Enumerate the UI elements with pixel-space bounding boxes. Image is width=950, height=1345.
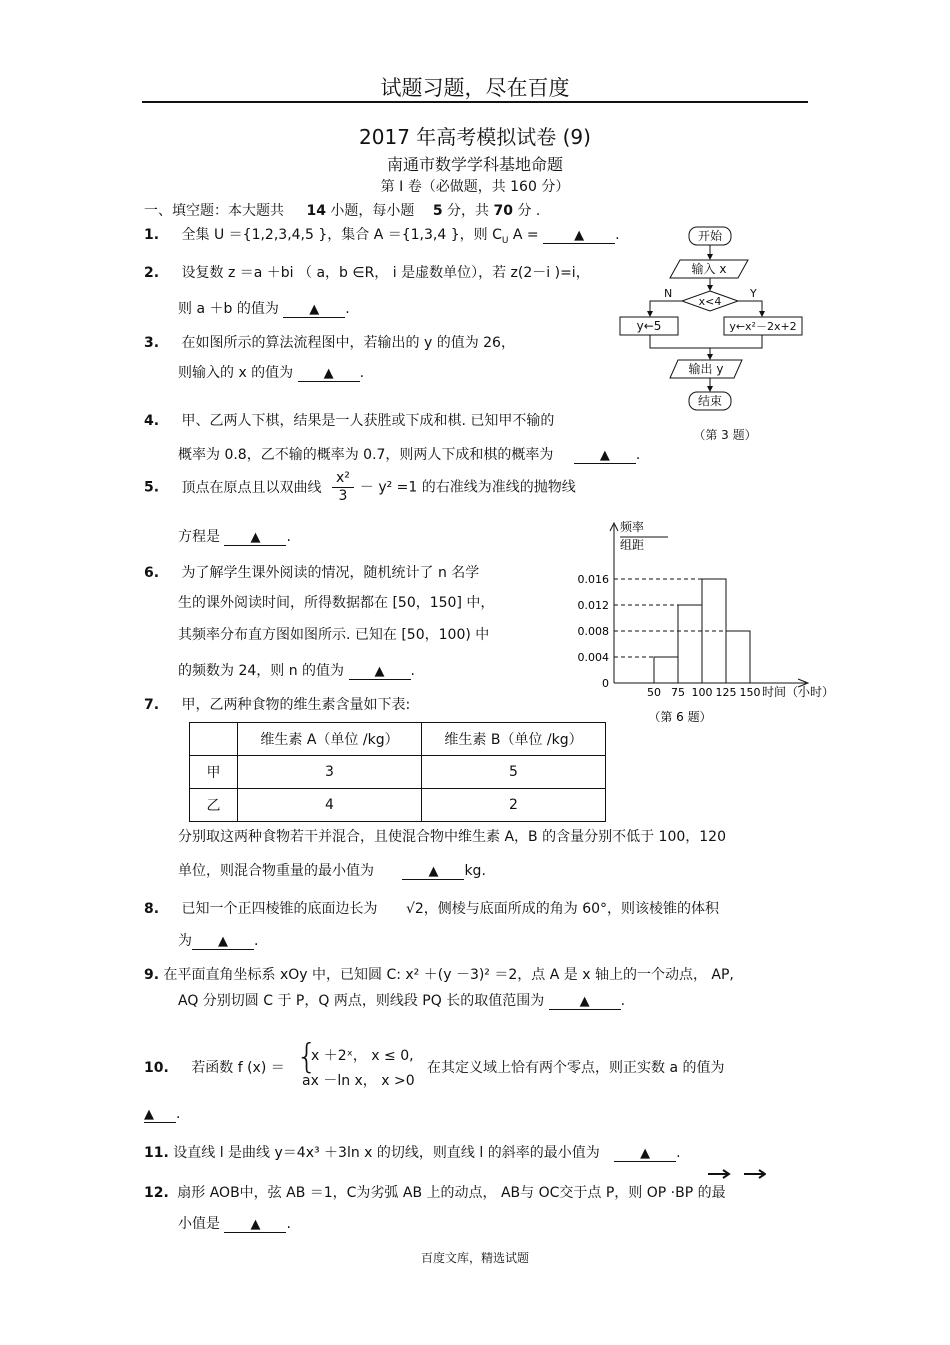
flow-yes-label: Y bbox=[750, 287, 757, 300]
table-header-cell: 维生素 B（单位 /kg） bbox=[422, 723, 606, 756]
piecewise-case-1: x ＋2ˣ， x ≤ 0, bbox=[311, 1048, 414, 1064]
table-header-cell: 维生素 A（单位 /kg） bbox=[238, 723, 422, 756]
question-6-line4: 的频数为 24，则 n 的值为 ▲ . bbox=[178, 663, 415, 679]
question-7-cont2: 单位，则混合物重量的最小值为 ▲ kg. bbox=[178, 863, 486, 879]
answer-blank: ▲ bbox=[192, 935, 254, 950]
histogram-bar bbox=[654, 657, 678, 683]
question-6-line2: 生的课外阅读时间，所得数据都在 [50，150] 中， bbox=[178, 595, 495, 611]
histogram-bar bbox=[726, 631, 750, 683]
question-9: 9. 在平面直角坐标系 xOy 中，已知圆 C: x² ＋(y －3)² ＝2，点 A 是 x 轴上的一个动点， AP, bbox=[144, 967, 734, 983]
paper-part: 第 Ⅰ 卷（必做题，共 160 分） bbox=[380, 179, 570, 195]
x-tick-label: 50 bbox=[647, 686, 661, 699]
flow-start-label: 开始 bbox=[697, 229, 723, 243]
section-heading: 一、填空题：本大题共 14 小题，每小题 5 分，共 70 分 . bbox=[144, 203, 541, 219]
table-cell: 5 bbox=[422, 756, 606, 789]
question-8: 8. 已知一个正四棱锥的底面边长为 √2，侧棱与底面所成的角为 60°，则该棱锥的体积 bbox=[144, 901, 720, 917]
flow-cond-label: x<4 bbox=[698, 295, 722, 308]
paper-title: 2017 年高考模拟试卷 (9) bbox=[359, 125, 591, 149]
question-2-cont: 则 a ＋b 的值为 ▲ . bbox=[178, 301, 350, 317]
flow-caption: （第 3 题） bbox=[693, 428, 757, 442]
answer-blank: ▲ bbox=[283, 303, 345, 318]
histogram-chart bbox=[570, 515, 845, 730]
question-6: 6. 为了解学生课外阅读的情况，随机统计了 n 名学 bbox=[144, 565, 480, 581]
piecewise-brace: { bbox=[296, 1037, 318, 1077]
page-footer: 百度文库，精选试题 bbox=[420, 1251, 529, 1265]
answer-blank: ▲ bbox=[144, 1108, 176, 1123]
flow-input-label: 输入 x bbox=[691, 262, 727, 276]
answer-blank: ▲ bbox=[224, 531, 286, 546]
answer-blank: ▲ bbox=[224, 1218, 286, 1233]
question-1: 1. 全集 U ＝{1,2,3,4,5 }，集合 A ＝{1,3,4 }，则 $C_U$ A = ▲ . bbox=[144, 227, 620, 246]
table-header-cell bbox=[190, 723, 238, 756]
hyperbola-fraction: $\frac{\text{x²}}{3}$ bbox=[332, 470, 354, 505]
question-4: 4. 甲、乙两人下棋，结果是一人获胜或下成和棋. 已知甲不输的 bbox=[144, 413, 555, 429]
answer-blank: ▲ bbox=[543, 229, 615, 244]
question-10: 10. 若函数 f (x) ＝ bbox=[144, 1060, 285, 1076]
table-cell: 2 bbox=[422, 789, 606, 822]
table-cell: 乙 bbox=[190, 789, 238, 822]
chart-caption: （第 6 题） bbox=[648, 710, 712, 724]
flow-end-label: 结束 bbox=[697, 394, 723, 408]
chart-ylabel-top: 频率 bbox=[620, 520, 645, 534]
flowchart bbox=[610, 222, 810, 448]
x-tick-label: 125 bbox=[715, 686, 737, 699]
flow-right-label: y←x²－2x+2 bbox=[729, 320, 797, 333]
answer-blank: ▲ bbox=[298, 367, 360, 382]
question-8-cont: 为 ▲ . bbox=[178, 933, 259, 949]
flow-no-label: N bbox=[664, 287, 673, 300]
chart-xlabel: 时间（小时） bbox=[762, 685, 835, 699]
piecewise-case-2: ax －ln x， x >0 bbox=[302, 1073, 415, 1089]
question-12: 12. 扇形 AOB中，弦 AB ＝1，C为劣弧 AB 上的动点， AB与 OC交于点 P，则 OP ·BP 的最 bbox=[144, 1185, 726, 1201]
question-5-cont: 方程是 ▲ . bbox=[178, 529, 291, 545]
question-4-cont: 概率为 0.8，乙不输的概率为 0.7，则两人下成和棋的概率为 ▲ . bbox=[178, 447, 641, 463]
vector-arrows bbox=[706, 1168, 766, 1180]
header-rule bbox=[142, 101, 808, 103]
table-row bbox=[190, 789, 606, 822]
y-tick-label: 0.008 bbox=[577, 625, 609, 638]
answer-blank: ▲ bbox=[549, 995, 621, 1010]
question-5: 5. 顶点在原点且以双曲线 $\frac{\text{x²}}{3}$ － y² =1 的右准线为准线的抛物线 bbox=[144, 470, 576, 504]
question-9-cont: AQ 分别切圆 C 于 P，Q 两点，则线段 PQ 长的取值范围为 ▲ . bbox=[178, 993, 626, 1009]
question-3-cont: 则输入的 x 的值为 ▲ . bbox=[178, 365, 365, 381]
x-tick-label: 75 bbox=[671, 686, 685, 699]
table-cell: 3 bbox=[238, 756, 422, 789]
answer-blank: ▲ bbox=[349, 665, 411, 680]
y-tick-label: 0.016 bbox=[577, 573, 609, 586]
question-7-cont: 分别取这两种食物若干并混合，且使混合物中维生素 A，B 的含量分别不低于 100，120 bbox=[178, 829, 726, 845]
answer-blank: ▲ bbox=[574, 449, 636, 464]
flow-output-label: 输出 y bbox=[688, 362, 724, 376]
answer-blank: ▲ bbox=[402, 865, 464, 880]
question-10-tail: 在其定义域上恰有两个零点，则正实数 a 的值为 bbox=[427, 1060, 725, 1076]
page-header: 试题习题，尽在百度 bbox=[380, 76, 570, 100]
table-row bbox=[190, 756, 606, 789]
flow-left-label: y←5 bbox=[636, 319, 662, 333]
question-3: 3. 在如图所示的算法流程图中，若输出的 y 的值为 26， bbox=[144, 335, 515, 351]
x-tick-label: 100 bbox=[691, 686, 713, 699]
y-tick-label: 0.004 bbox=[577, 651, 609, 664]
y-tick-label: 0.012 bbox=[577, 599, 609, 612]
question-6-line3: 其频率分布直方图如图所示. 已知在 [50，100) 中 bbox=[178, 627, 490, 643]
table-header-row bbox=[190, 723, 606, 756]
vitamin-table bbox=[189, 722, 606, 822]
question-2: 2. 设复数 z ＝a ＋bi （ a，b ∈R， i 是虚数单位），若 z(2－i )=i， bbox=[144, 265, 590, 281]
chart-ylabel-bottom: 组距 bbox=[620, 538, 645, 552]
histogram-bar bbox=[678, 605, 702, 683]
question-11: 11. 设直线 l 是曲线 y＝4x³ ＋3ln x 的切线，则直线 l 的斜率的最小值为 ▲ . bbox=[144, 1145, 681, 1161]
question-12-cont: 小值是 ▲ . bbox=[178, 1216, 291, 1232]
table-cell: 甲 bbox=[190, 756, 238, 789]
question-10-cont: ▲ . bbox=[144, 1106, 181, 1122]
paper-subtitle: 南通市数学学科基地命题 bbox=[386, 155, 563, 174]
answer-blank: ▲ bbox=[614, 1147, 676, 1162]
question-7: 7. 甲，乙两种食物的维生素含量如下表: bbox=[144, 697, 411, 713]
table-cell: 4 bbox=[238, 789, 422, 822]
y-tick-label: 0 bbox=[602, 677, 609, 690]
x-tick-label: 150 bbox=[739, 686, 761, 699]
